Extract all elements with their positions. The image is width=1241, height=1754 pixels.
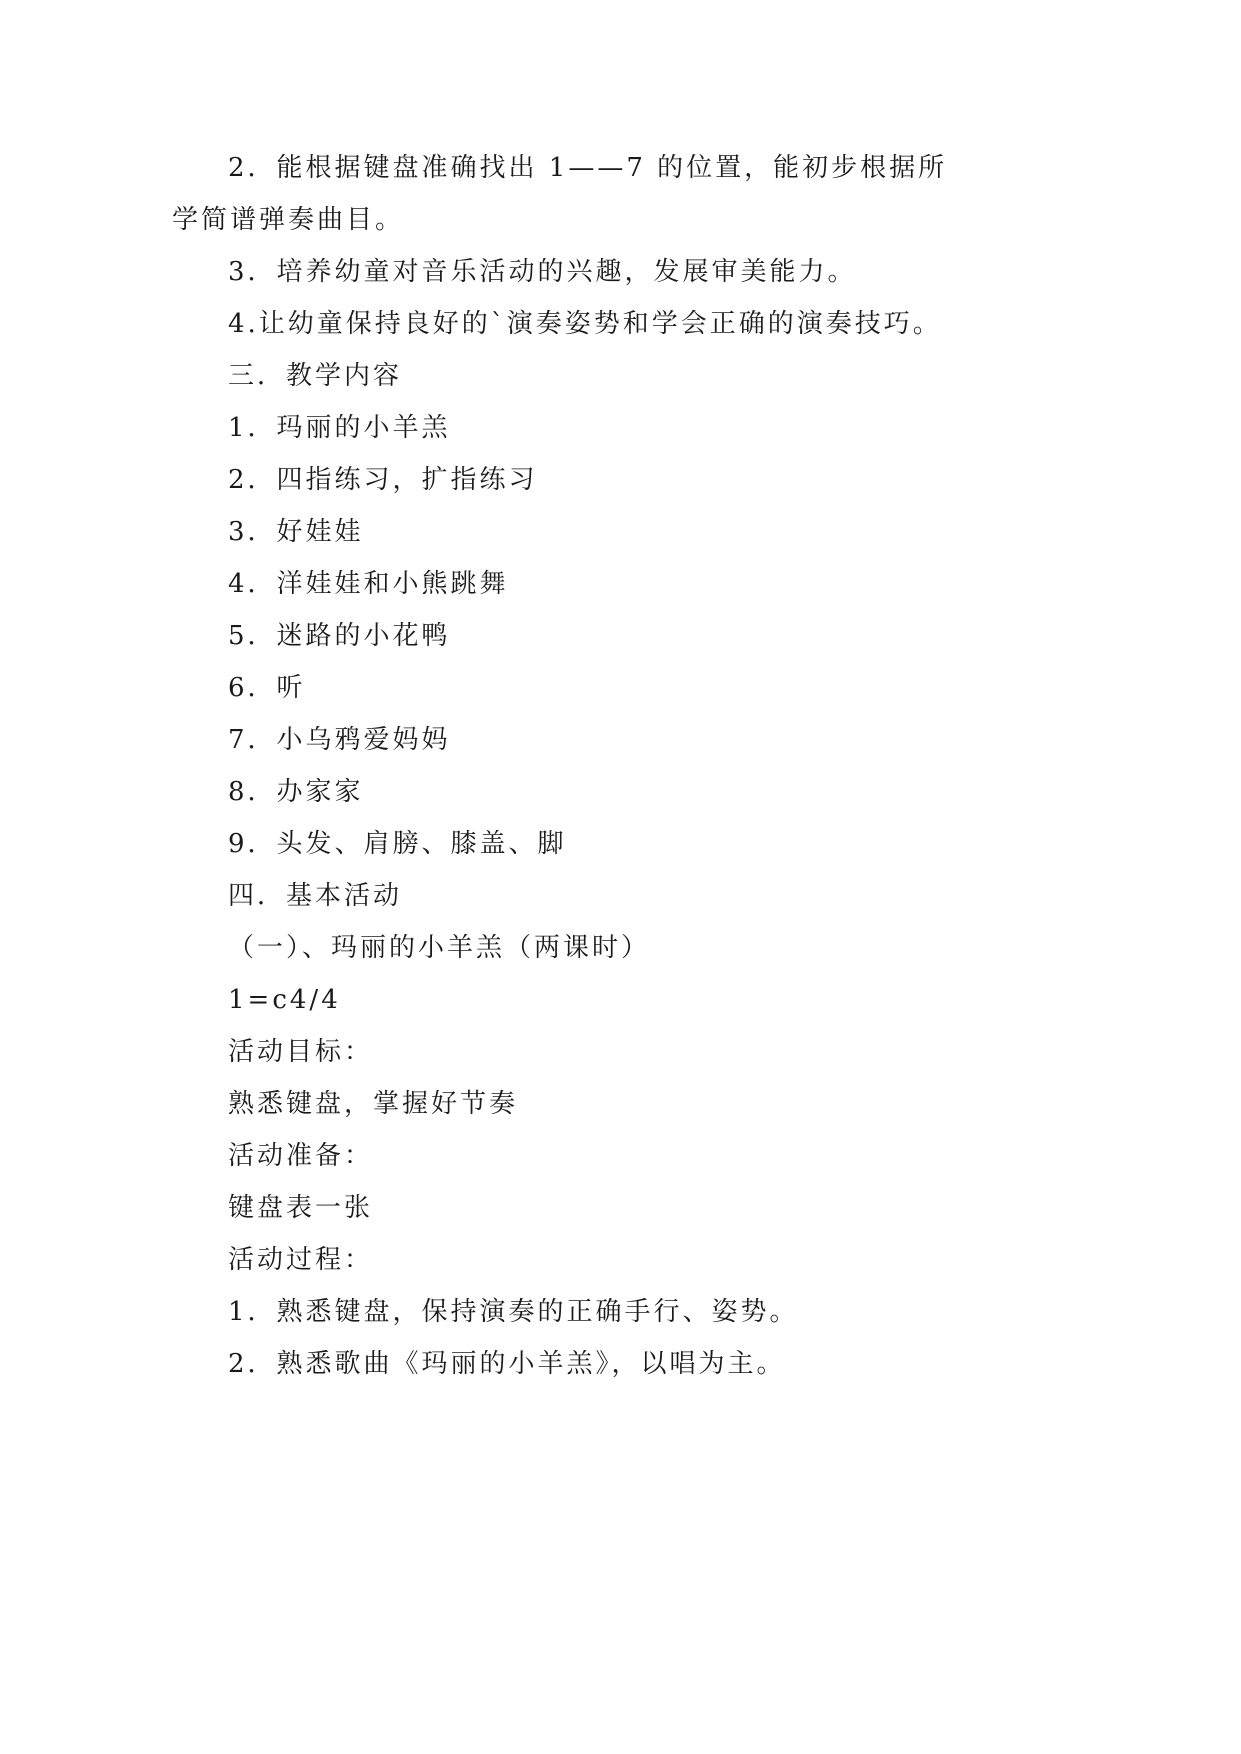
- content-item-3: 3．好娃娃: [228, 517, 364, 547]
- section-heading-teaching-content: 三．教学内容: [228, 361, 403, 391]
- key-signature: 1=c4/4: [228, 985, 341, 1015]
- content-item-2: 2．四指练习，扩指练习: [228, 465, 538, 495]
- content-item-1: 1．玛丽的小羊羔: [228, 413, 451, 443]
- objective-item-4: 4.让幼童保持良好的`演奏姿势和学会正确的演奏技巧。: [228, 309, 942, 339]
- objective-item-3: 3．培养幼童对音乐活动的兴趣，发展审美能力。: [228, 257, 857, 287]
- section-heading-basic-activities: 四．基本活动: [228, 881, 403, 911]
- content-item-5: 5．迷路的小花鸭: [228, 621, 451, 651]
- activity-title: （一）、玛丽的小羊羔（两课时）: [228, 933, 651, 963]
- content-item-6: 6．听: [228, 673, 306, 703]
- activity-prep-label: 活动准备：: [228, 1141, 374, 1171]
- document-body: [172, 142, 952, 1390]
- content-item-4: 4．洋娃娃和小熊跳舞: [228, 569, 509, 599]
- activity-goal-text: 熟悉键盘，掌握好节奏: [228, 1089, 519, 1119]
- content-item-8: 8．办家家: [228, 777, 364, 807]
- activity-prep-text: 键盘表一张: [228, 1193, 374, 1223]
- content-item-9: 9．头发、肩膀、膝盖、脚: [228, 829, 567, 859]
- activity-goal-label: 活动目标：: [228, 1037, 374, 1067]
- content-item-7: 7．小乌鸦爱妈妈: [228, 725, 451, 755]
- objective-item-2: 2．能根据键盘准确找出 1——7 的位置，能初步根据所学简谱弹奏曲目。: [172, 153, 948, 235]
- activity-process-label: 活动过程：: [228, 1245, 374, 1275]
- process-step-1: 1．熟悉键盘，保持演奏的正确手行、姿势。: [228, 1297, 799, 1327]
- process-step-2: 2．熟悉歌曲《玛丽的小羊羔》，以唱为主。: [228, 1349, 786, 1379]
